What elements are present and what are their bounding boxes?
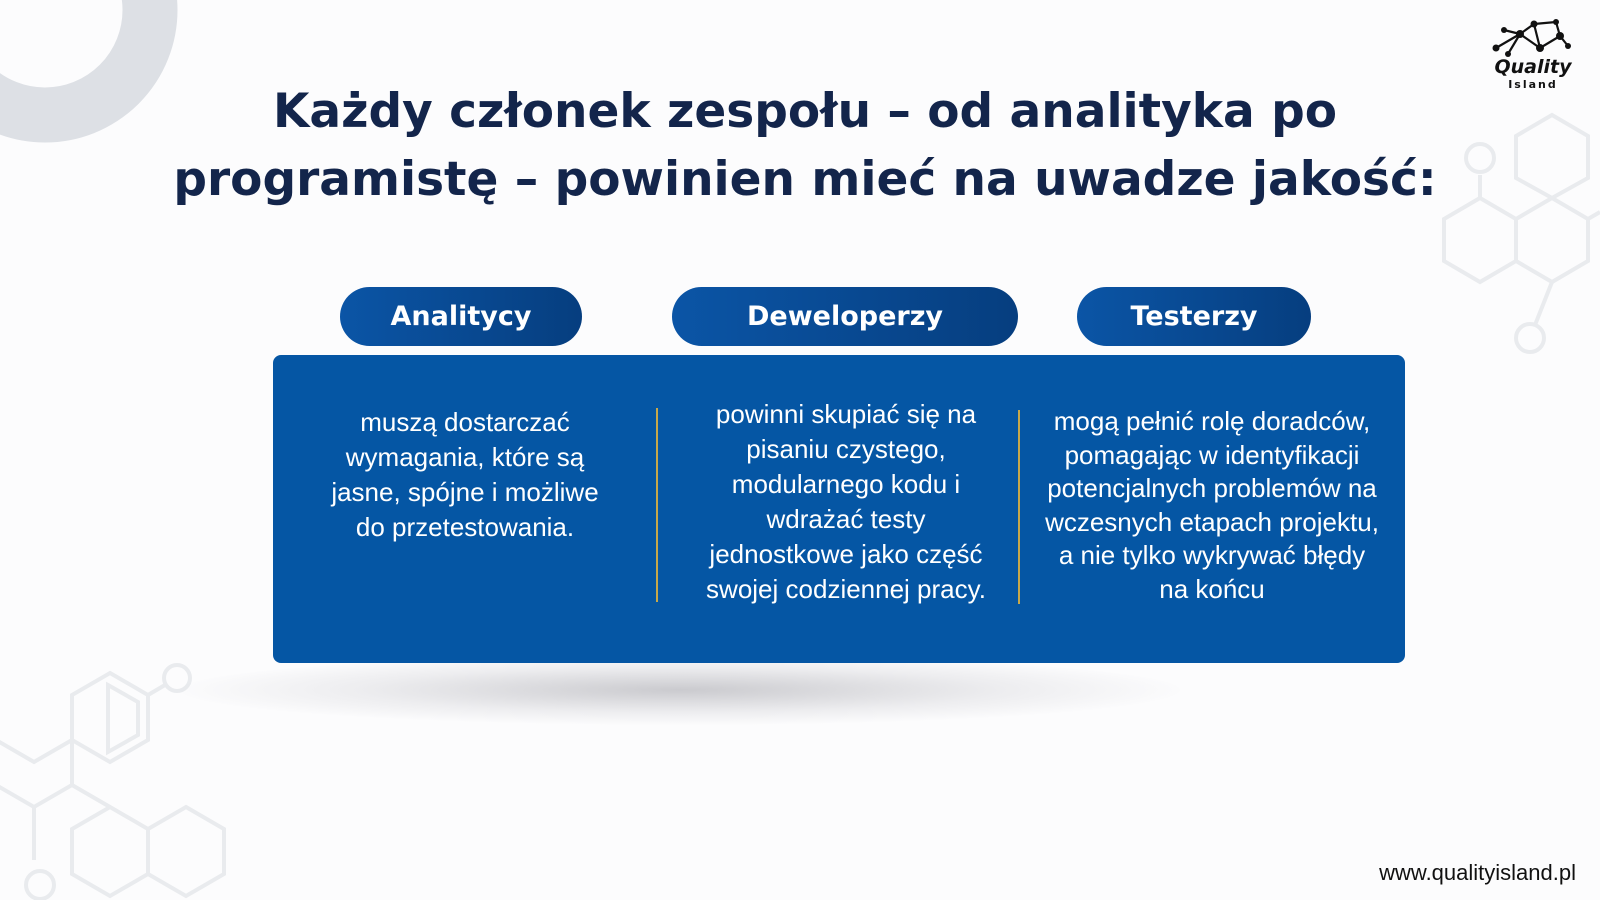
- page-title-line-1: Każdy członek zespołu – od analityka po: [272, 84, 1338, 139]
- page-title: [100, 78, 1510, 214]
- column-divider: [1018, 410, 1020, 604]
- page-title-line-2: programistę – powinien mieć na uwadze jakość:: [173, 152, 1437, 207]
- role-description-developers: powinni skupiać się na pisaniu czystego, modularnego kodu i wdrażać testy jednostkowe jako część swojej codziennej pracy.: [706, 399, 986, 604]
- role-pill-testers: [1077, 287, 1311, 346]
- role-pill-developers: [672, 287, 1018, 346]
- role-pill-analysts: [340, 287, 582, 346]
- logo-subtitle: Island: [1508, 78, 1558, 91]
- role-description-analysts: muszą dostarczać wymagania, które są jasne, spójne i możliwe do przetestowania.: [331, 407, 599, 542]
- website-link[interactable]: www.qualityisland.pl: [1379, 860, 1576, 885]
- role-description-testers: mogą pełnić rolę doradców, pomagając w identyfikacji potencjalnych problemów na wczesnych etapach projektu, a nie tylko wykrywać błędy na końcu: [1045, 406, 1379, 604]
- role-pill-label: Deweloperzy: [746, 301, 944, 332]
- role-pill-label: Analitycy: [390, 301, 532, 332]
- column-divider: [656, 408, 658, 602]
- panel-shadow: [180, 655, 1180, 725]
- hexagon-pattern-left: [0, 665, 224, 899]
- logo-name: Quality: [1494, 56, 1572, 78]
- role-pill-label: Testerzy: [1130, 301, 1258, 332]
